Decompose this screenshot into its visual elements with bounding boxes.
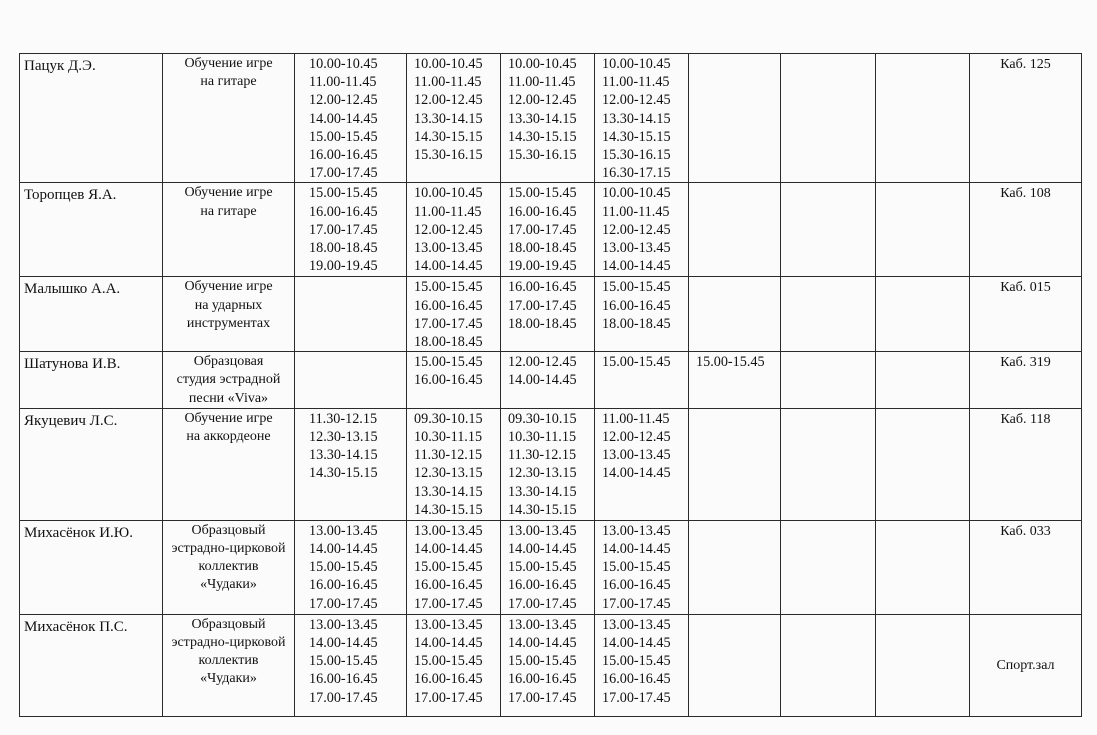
time-slot: 11.00-11.45 xyxy=(309,74,377,91)
room-cell: Каб. 319 xyxy=(970,352,1082,409)
activity-line: инструментах xyxy=(186,315,271,331)
time-slot: 09.30-10.15 xyxy=(414,410,483,427)
time-slot: 15.00-15.45 xyxy=(309,128,378,145)
time-slot: 13.00-13.45 xyxy=(309,522,378,539)
time-slot: 17.00-17.45 xyxy=(602,595,671,612)
day-slots-cell xyxy=(876,520,970,614)
time-slot: 14.30-15.15 xyxy=(309,465,378,482)
time-slot: 17.00-17.45 xyxy=(414,315,483,332)
time-slot: 17.00-17.45 xyxy=(309,595,378,612)
time-slot: 12.00-12.45 xyxy=(602,429,671,446)
schedule-row xyxy=(20,614,1082,716)
activity-line: «Чудаки» xyxy=(200,577,257,593)
activity-cell xyxy=(163,277,295,352)
time-slot: 14.30-15.15 xyxy=(508,128,577,145)
time-slot: 17.00-17.45 xyxy=(508,221,577,238)
time-slot: 15.00-15.45 xyxy=(508,559,577,576)
time-slot: 17.00-17.45 xyxy=(309,689,378,706)
activity-line: на аккордеоне xyxy=(186,429,271,445)
room-cell: Каб. 033 xyxy=(970,520,1082,614)
time-slot: 12.00-12.45 xyxy=(414,221,483,238)
schedule-row xyxy=(20,352,1082,409)
time-slot: 15.00-15.45 xyxy=(508,185,577,202)
time-slot: 17.00-17.45 xyxy=(508,595,577,612)
time-slot: 15.00-15.45 xyxy=(414,559,483,576)
day-slots-cell xyxy=(689,277,781,352)
day-slots-cell xyxy=(295,520,407,614)
time-slot: 10.00-10.45 xyxy=(414,56,483,72)
teacher-name: Малышко А.А. xyxy=(20,277,163,352)
time-slot: 16.00-16.45 xyxy=(602,671,671,688)
time-slot: 13.30-14.15 xyxy=(508,483,577,500)
time-slot: 14.00-14.45 xyxy=(602,258,671,275)
time-slot: 14.00-14.45 xyxy=(602,635,671,652)
schedule-row xyxy=(20,54,1082,183)
time-slot: 13.00-13.45 xyxy=(414,616,483,633)
time-slot: 13.30-14.15 xyxy=(602,110,671,127)
teacher-name: Якуцевич Л.С. xyxy=(20,408,163,520)
day-slots-cell xyxy=(295,54,407,183)
time-slot: 16.00-16.45 xyxy=(508,279,577,296)
day-slots-cell xyxy=(781,54,876,183)
teacher-name: Михасёнок П.С. xyxy=(20,614,163,716)
day-slots-cell xyxy=(595,352,689,409)
day-slots-cell xyxy=(295,183,407,277)
time-slot: 16.00-16.45 xyxy=(602,297,671,314)
time-slot: 13.00-13.45 xyxy=(602,240,671,257)
day-slots-cell xyxy=(595,183,689,277)
time-slot: 15.00-15.45 xyxy=(508,653,577,670)
time-slot: 14.00-14.45 xyxy=(602,465,671,482)
time-slot: 11.00-11.45 xyxy=(602,74,670,91)
activity-cell xyxy=(163,54,295,183)
activity-line: на ударных xyxy=(194,297,263,313)
time-slot: 11.00-11.45 xyxy=(602,203,670,220)
time-slot: 14.00-14.45 xyxy=(309,635,378,652)
day-slots-cell xyxy=(595,520,689,614)
day-slots-cell xyxy=(876,277,970,352)
day-slots-cell xyxy=(407,614,501,716)
time-slot: 16.00-16.45 xyxy=(508,671,577,688)
activity-line: эстрадно-цирковой xyxy=(171,541,286,557)
activity-cell xyxy=(163,520,295,614)
time-slot: 11.00-11.45 xyxy=(414,74,482,91)
time-slot: 14.00-14.45 xyxy=(508,635,577,652)
activity-line: песни «Viva» xyxy=(188,390,269,406)
teacher-name: Шатунова И.В. xyxy=(20,352,163,409)
time-slot: 14.00-14.45 xyxy=(309,541,378,558)
time-slot: 18.00-18.45 xyxy=(602,315,671,332)
day-slots-cell xyxy=(689,54,781,183)
time-slot: 18.00-18.45 xyxy=(414,334,483,351)
day-slots-cell xyxy=(781,183,876,277)
time-slot: 12.30-13.15 xyxy=(508,465,577,482)
time-slot: 17.00-17.45 xyxy=(602,689,671,706)
time-slot: 11.00-11.45 xyxy=(414,203,482,220)
activity-cell xyxy=(163,614,295,716)
time-slot: 17.00-17.45 xyxy=(508,297,577,314)
time-slot: 15.00-15.45 xyxy=(696,354,765,371)
time-slot: 18.00-18.45 xyxy=(309,240,378,257)
time-slot: 16.30-17.15 xyxy=(602,165,671,182)
time-slot: 12.00-12.45 xyxy=(414,92,483,109)
time-slot: 16.00-16.45 xyxy=(414,671,483,688)
time-slot: 15.00-15.45 xyxy=(602,354,671,371)
day-slots-cell xyxy=(501,183,595,277)
day-slots-cell xyxy=(689,352,781,409)
time-slot: 14.30-15.15 xyxy=(414,128,483,145)
time-slot: 13.00-13.45 xyxy=(309,616,378,633)
day-slots-cell xyxy=(407,183,501,277)
activity-line: коллектив xyxy=(198,653,259,669)
day-slots-cell xyxy=(501,352,595,409)
activity-line: коллектив xyxy=(198,559,259,575)
day-slots-cell xyxy=(295,277,407,352)
time-slot: 11.30-12.15 xyxy=(414,447,483,464)
time-slot: 13.30-14.15 xyxy=(414,483,483,500)
time-slot: 11.00-11.45 xyxy=(508,74,576,91)
time-slot: 15.00-15.45 xyxy=(602,653,671,670)
time-slot: 16.00-16.45 xyxy=(309,671,378,688)
time-slot: 14.00-14.45 xyxy=(309,110,378,127)
time-slot: 11.00-11.45 xyxy=(602,410,670,427)
day-slots-cell xyxy=(501,277,595,352)
day-slots-cell xyxy=(407,352,501,409)
day-slots-cell xyxy=(876,54,970,183)
time-slot: 13.30-14.15 xyxy=(309,447,378,464)
room-cell: Спорт.зал xyxy=(970,614,1082,716)
day-slots-cell xyxy=(689,614,781,716)
day-slots-cell xyxy=(781,408,876,520)
time-slot: 15.00-15.45 xyxy=(309,185,378,202)
room-cell: Каб. 108 xyxy=(970,183,1082,277)
time-slot: 12.30-13.15 xyxy=(309,429,378,446)
time-slot: 16.00-16.45 xyxy=(309,147,378,164)
time-slot: 15.30-16.15 xyxy=(414,147,483,164)
day-slots-cell xyxy=(295,408,407,520)
time-slot: 15.00-15.45 xyxy=(414,279,483,296)
day-slots-cell xyxy=(501,408,595,520)
time-slot: 19.00-19.45 xyxy=(508,258,577,275)
time-slot: 14.30-15.15 xyxy=(508,501,577,518)
day-slots-cell xyxy=(876,352,970,409)
activity-cell xyxy=(163,352,295,409)
activity-cell xyxy=(163,183,295,277)
time-slot: 17.00-17.45 xyxy=(309,221,378,238)
time-slot: 12.00-12.45 xyxy=(508,92,577,109)
teacher-name: Михасёнок И.Ю. xyxy=(20,520,163,614)
time-slot: 18.00-18.45 xyxy=(508,240,577,257)
time-slot: 17.00-17.45 xyxy=(309,165,378,182)
activity-line: студия эстрадной xyxy=(176,372,281,388)
activity-cell xyxy=(163,408,295,520)
day-slots-cell xyxy=(407,54,501,183)
time-slot: 12.00-12.45 xyxy=(602,92,671,109)
activity-line: на гитаре xyxy=(200,203,257,219)
day-slots-cell xyxy=(781,352,876,409)
time-slot: 10.30-11.15 xyxy=(508,429,577,446)
time-slot: 16.00-16.45 xyxy=(508,203,577,220)
time-slot: 10.00-10.45 xyxy=(602,56,671,72)
time-slot: 16.00-16.45 xyxy=(414,297,483,314)
time-slot: 19.00-19.45 xyxy=(309,258,378,275)
room-cell: Каб. 125 xyxy=(970,54,1082,183)
time-slot: 13.00-13.45 xyxy=(508,616,577,633)
time-slot: 12.00-12.45 xyxy=(602,221,671,238)
time-slot: 17.00-17.45 xyxy=(414,689,483,706)
activity-line: «Чудаки» xyxy=(200,671,257,687)
time-slot: 11.30-12.15 xyxy=(508,447,577,464)
day-slots-cell xyxy=(689,520,781,614)
time-slot: 15.00-15.45 xyxy=(309,559,378,576)
time-slot: 16.00-16.45 xyxy=(414,372,483,389)
day-slots-cell xyxy=(876,614,970,716)
day-slots-cell xyxy=(595,408,689,520)
time-slot: 15.00-15.45 xyxy=(602,279,671,296)
activity-line: Обучение игре xyxy=(184,410,273,426)
teacher-name: Торопцев Я.А. xyxy=(20,183,163,277)
time-slot: 15.00-15.45 xyxy=(309,653,378,670)
time-slot: 15.30-16.15 xyxy=(508,147,577,164)
day-slots-cell xyxy=(595,277,689,352)
time-slot: 13.00-13.45 xyxy=(414,240,483,257)
day-slots-cell xyxy=(689,183,781,277)
time-slot: 16.00-16.45 xyxy=(309,577,378,594)
time-slot: 14.30-15.15 xyxy=(602,128,671,145)
activity-line: Образцовая xyxy=(193,354,264,370)
time-slot: 14.00-14.45 xyxy=(508,541,577,558)
activity-line: Обучение игре xyxy=(184,185,273,201)
day-slots-cell xyxy=(876,183,970,277)
time-slot: 10.00-10.45 xyxy=(414,185,483,202)
activity-line: Образцовый xyxy=(191,616,266,632)
activity-line: Образцовый xyxy=(191,522,266,538)
day-slots-cell xyxy=(595,614,689,716)
time-slot: 13.00-13.45 xyxy=(602,447,671,464)
time-slot: 16.00-16.45 xyxy=(414,577,483,594)
schedule-row xyxy=(20,520,1082,614)
day-slots-cell xyxy=(407,277,501,352)
room-cell: Каб. 015 xyxy=(970,277,1082,352)
time-slot: 14.30-15.15 xyxy=(414,501,483,518)
day-slots-cell xyxy=(295,352,407,409)
time-slot: 13.00-13.45 xyxy=(602,616,671,633)
time-slot: 09.30-10.15 xyxy=(508,410,577,427)
time-slot: 16.00-16.45 xyxy=(508,577,577,594)
time-slot: 14.00-14.45 xyxy=(414,541,483,558)
time-slot: 16.00-16.45 xyxy=(309,203,378,220)
day-slots-cell xyxy=(407,520,501,614)
room-cell: Каб. 118 xyxy=(970,408,1082,520)
activity-line: Обучение игре xyxy=(184,56,273,71)
day-slots-cell xyxy=(689,408,781,520)
time-slot: 10.30-11.15 xyxy=(414,429,483,446)
day-slots-cell xyxy=(501,520,595,614)
schedule-table xyxy=(19,53,1082,717)
time-slot: 17.00-17.45 xyxy=(414,595,483,612)
activity-line: Обучение игре xyxy=(184,279,273,295)
schedule-row xyxy=(20,408,1082,520)
time-slot: 14.00-14.45 xyxy=(414,635,483,652)
time-slot: 10.00-10.45 xyxy=(602,185,671,202)
time-slot: 13.30-14.15 xyxy=(508,110,577,127)
time-slot: 12.00-12.45 xyxy=(309,92,378,109)
activity-line: эстрадно-цирковой xyxy=(171,635,286,651)
teacher-name: Пацук Д.Э. xyxy=(20,54,163,183)
day-slots-cell xyxy=(595,54,689,183)
time-slot: 13.30-14.15 xyxy=(414,110,483,127)
time-slot: 15.00-15.45 xyxy=(414,354,483,371)
time-slot: 14.00-14.45 xyxy=(602,541,671,558)
time-slot: 12.00-12.45 xyxy=(508,354,577,371)
time-slot: 13.00-13.45 xyxy=(602,522,671,539)
time-slot: 14.00-14.45 xyxy=(414,258,483,275)
time-slot: 10.00-10.45 xyxy=(309,56,378,72)
time-slot: 14.00-14.45 xyxy=(508,372,577,389)
activity-line: на гитаре xyxy=(200,74,257,90)
day-slots-cell xyxy=(407,408,501,520)
time-slot: 16.00-16.45 xyxy=(602,577,671,594)
day-slots-cell xyxy=(781,277,876,352)
day-slots-cell xyxy=(501,614,595,716)
time-slot: 18.00-18.45 xyxy=(508,315,577,332)
time-slot: 13.00-13.45 xyxy=(508,522,577,539)
day-slots-cell xyxy=(876,408,970,520)
time-slot: 15.30-16.15 xyxy=(602,147,671,164)
schedule-row xyxy=(20,277,1082,352)
day-slots-cell xyxy=(781,614,876,716)
day-slots-cell xyxy=(295,614,407,716)
day-slots-cell xyxy=(501,54,595,183)
time-slot: 10.00-10.45 xyxy=(508,56,577,72)
time-slot: 15.00-15.45 xyxy=(414,653,483,670)
time-slot: 15.00-15.45 xyxy=(602,559,671,576)
time-slot: 13.00-13.45 xyxy=(414,522,483,539)
schedule-row xyxy=(20,183,1082,277)
time-slot: 11.30-12.15 xyxy=(309,410,378,427)
day-slots-cell xyxy=(781,520,876,614)
time-slot: 12.30-13.15 xyxy=(414,465,483,482)
time-slot: 17.00-17.45 xyxy=(508,689,577,706)
